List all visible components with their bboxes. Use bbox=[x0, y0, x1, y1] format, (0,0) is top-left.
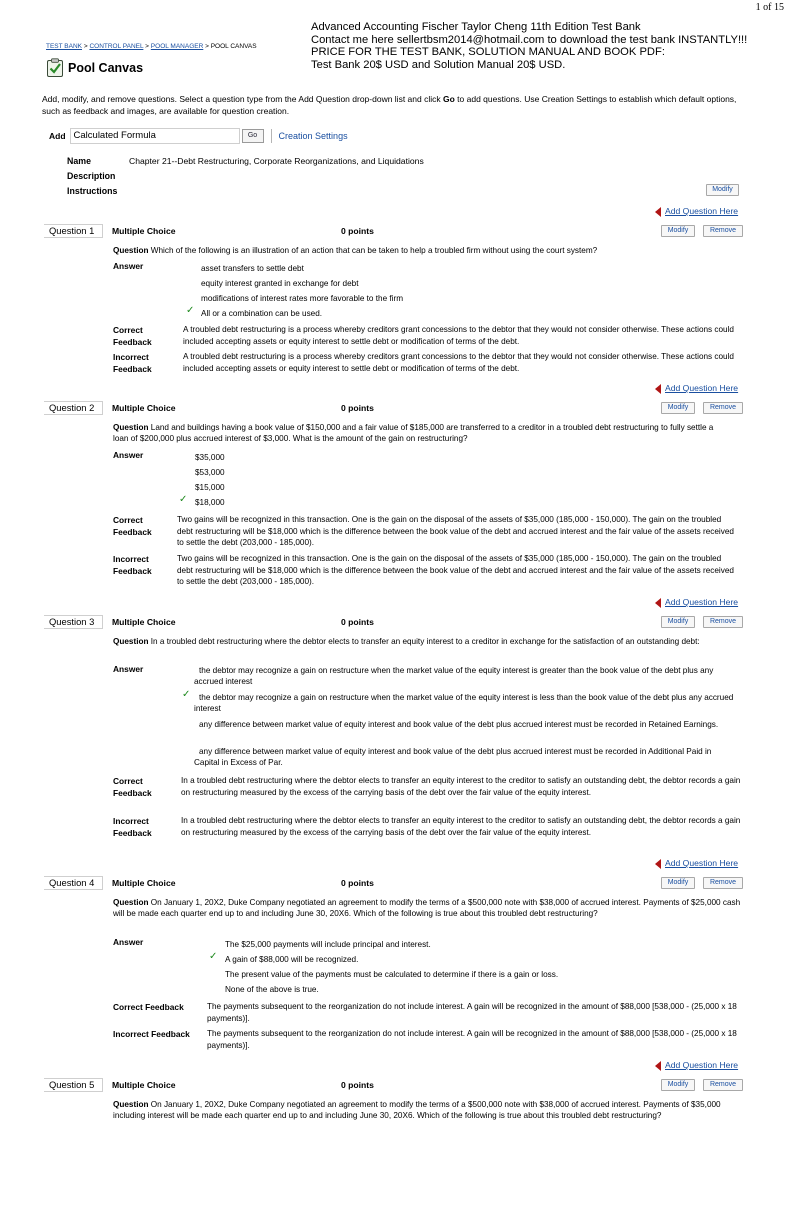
add-question-here-link[interactable]: Add Question Here bbox=[665, 206, 738, 216]
promo-text bbox=[311, 21, 747, 71]
correct-check-icon: ✓ bbox=[186, 305, 195, 316]
promo-line: Contact me here sellertbsm2014@hotmail.com to download the test bank INSTANTLY!!! bbox=[311, 33, 748, 46]
breadcrumb-pool-manager[interactable]: POOL MANAGER bbox=[150, 43, 204, 50]
add-question-here-link[interactable]: Add Question Here bbox=[665, 858, 738, 868]
answer-label: Answer bbox=[113, 261, 144, 271]
add-question-here-link[interactable]: Add Question Here bbox=[665, 1060, 738, 1070]
correct-check-icon: ✓ bbox=[209, 951, 218, 962]
correct-feedback-text: A troubled debt restructuring is a process whereby creditors grant concessions to the debtor that they would not consider otherwise. These actions could included accepting assets or equity interest to settle debt or modification of terms of the debt. bbox=[183, 325, 734, 346]
remove-question-button[interactable]: Remove bbox=[703, 877, 743, 889]
incorrect-feedback-label: Incorrect Feedback bbox=[113, 816, 152, 838]
breadcrumb-control-panel[interactable]: CONTROL PANEL bbox=[89, 43, 144, 50]
correct-feedback-text: Two gains will be recognized in this transaction. One is the gain on the disposal of the assets of $35,000 (185,000 - 150,000). The gain on the troubled debt restructuring will be $18,000 which is the difference between the book value of the debt and accrued interest and the fair value of the assets received to settle the debt (203,000 - 185,000). bbox=[177, 515, 734, 547]
question-number: Question 2 bbox=[44, 401, 103, 415]
promo-line: Test Bank 20$ USD and Solution Manual 20$ USD. bbox=[311, 58, 566, 71]
incorrect-feedback-text: The payments subsequent to the reorganization do not include interest. A gain will be recognized in the amount of $88,000 [538,000 - (25,000 x 18 payments)]. bbox=[207, 1029, 737, 1050]
remove-question-button[interactable]: Remove bbox=[703, 616, 743, 628]
modify-question-button[interactable]: Modify bbox=[661, 877, 695, 889]
modify-question-button[interactable]: Modify bbox=[661, 225, 695, 237]
modify-pool-button[interactable]: Modify bbox=[706, 184, 739, 196]
promo-line: PRICE FOR THE TEST BANK, SOLUTION MANUAL AND BOOK PDF: bbox=[311, 46, 665, 59]
correct-feedback-text: In a troubled debt restructuring where the debtor elects to transfer an equity interest to the creditor to satisfy an outstanding debt, the debtor records a gain on restructuring measured by the excess of the carrying basis of the debt over the fair value of the equity interest. bbox=[181, 776, 741, 797]
question-number: Question 4 bbox=[44, 876, 103, 890]
answer-option: All or a combination can be used. bbox=[201, 309, 323, 318]
question-points: 0 points bbox=[341, 1080, 374, 1090]
remove-question-button[interactable]: Remove bbox=[703, 1079, 743, 1091]
question-type-select[interactable]: Calculated Formula bbox=[70, 128, 240, 144]
answer-option: equity interest granted in exchange for debt bbox=[201, 279, 359, 288]
description-label: Description bbox=[67, 171, 116, 181]
incorrect-feedback-label: Incorrect Feedback bbox=[113, 352, 152, 374]
add-label: Add bbox=[49, 131, 66, 141]
creation-settings-link[interactable]: Creation Settings bbox=[278, 131, 348, 141]
answer-option: asset transfers to settle debt bbox=[201, 264, 304, 273]
correct-feedback-label: Correct Feedback bbox=[113, 515, 152, 537]
answer-option: any difference between market value of equity interest and book value of the debt plus accrued interest must be recorded in Retained Earnings. bbox=[199, 720, 719, 729]
question-text: Question On January 1, 20X2, Duke Company negotiated an agreement to modify the terms of a $500,000 note with $38,000 of accrued interest. Payments of $25,000 cash will be made each quarter end up to and including June 30, 20X6. Which of the following is true about this troubled debt restructuring? bbox=[113, 898, 741, 919]
clipboard-check-icon bbox=[46, 58, 64, 77]
answer-option: $15,000 bbox=[195, 483, 225, 492]
page-number: 1 of 15 bbox=[755, 2, 784, 13]
add-arrow-icon bbox=[655, 207, 661, 217]
answer-label: Answer bbox=[113, 937, 144, 947]
question-number: Question 1 bbox=[44, 224, 103, 238]
answer-option: The $25,000 payments will include principal and interest. bbox=[225, 940, 431, 949]
incorrect-feedback-text: Two gains will be recognized in this transaction. One is the gain on the disposal of the assets of $35,000 (185,000 - 150,000). The gain on the troubled debt restructuring will be $18,000 which is the difference between the book value of the debt and accrued interest and the fair value of the assets received to settle the debt (203,000 - 185,000). bbox=[177, 554, 734, 586]
answer-option: modifications of interest rates more favorable to the firm bbox=[201, 294, 404, 303]
answer-option: $53,000 bbox=[195, 468, 225, 477]
question-points: 0 points bbox=[341, 617, 374, 627]
question-text: Question Which of the following is an illustration of an action that can be taken to help a troubled firm without using the court system? bbox=[113, 246, 598, 255]
pool-name: Chapter 21--Debt Restructuring, Corporate Reorganizations, and Liquidations bbox=[129, 156, 424, 166]
breadcrumb-separator: > bbox=[203, 43, 211, 50]
incorrect-feedback-text: In a troubled debt restructuring where the debtor elects to transfer an equity interest to the creditor to satisfy an outstanding debt, the debtor records a gain on restructuring measured by the excess of the carrying basis of the debt over the fair value of the equity interest. bbox=[181, 816, 741, 837]
question-type: Multiple Choice bbox=[112, 226, 176, 236]
correct-feedback-label: Correct Feedback bbox=[113, 1002, 184, 1012]
breadcrumb-current: POOL CANVAS bbox=[210, 43, 257, 50]
question-text: Question Land and buildings having a book value of $150,000 and a fair value of $185,000 are transferred to a creditor in a troubled debt restructuring to fully settle a loan of $200,000 plus accrued interest of $3,000. What is the amount of the gain on restructuring? bbox=[113, 423, 714, 444]
page-title: Pool Canvas bbox=[68, 60, 144, 75]
remove-question-button[interactable]: Remove bbox=[703, 402, 743, 414]
correct-feedback-text: The payments subsequent to the reorganization do not include interest. A gain will be recognized in the amount of $88,000 [538,000 - (25,000 x 18 payments)]. bbox=[207, 1002, 737, 1023]
question-type: Multiple Choice bbox=[112, 1080, 176, 1090]
go-button[interactable]: Go bbox=[242, 129, 264, 143]
modify-question-button[interactable]: Modify bbox=[661, 616, 695, 628]
add-question-here-link[interactable]: Add Question Here bbox=[665, 383, 738, 393]
answer-option: The present value of the payments must be calculated to determine if there is a gain or loss. bbox=[225, 970, 559, 979]
breadcrumb bbox=[46, 43, 257, 50]
name-label: Name bbox=[67, 156, 91, 166]
question-text: Question On January 1, 20X2, Duke Company negotiated an agreement to modify the terms of a $500,000 note with $38,000 of accrued interest. Payments of $35,000 including interest will be made each quarter end up to and including June 30, 20X6. Which of the following is true about this troubled debt restructuring? bbox=[113, 1100, 721, 1121]
answer-option: the debtor may recognize a gain on restructure when the market value of the equity interest is greater than the book value of the debt plus any accrued interest bbox=[194, 666, 714, 687]
question-type: Multiple Choice bbox=[112, 403, 176, 413]
answer-option: $35,000 bbox=[195, 453, 225, 462]
correct-feedback-label: Correct Feedback bbox=[113, 776, 152, 798]
answer-label: Answer bbox=[113, 450, 144, 460]
modify-question-button[interactable]: Modify bbox=[661, 1079, 695, 1091]
answer-option: None of the above is true. bbox=[225, 985, 319, 994]
breadcrumb-separator: > bbox=[143, 43, 151, 50]
question-points: 0 points bbox=[341, 226, 374, 236]
page-header bbox=[46, 58, 143, 77]
answer-option: A gain of $88,000 will be recognized. bbox=[225, 955, 359, 964]
add-arrow-icon bbox=[655, 598, 661, 608]
toolbar-divider bbox=[271, 129, 272, 143]
correct-feedback-label: Correct Feedback bbox=[113, 325, 152, 347]
answer-option: the debtor may recognize a gain on restructure when the market value of the equity interest is less than the book value of the debt plus any accrued interest bbox=[194, 693, 734, 714]
breadcrumb-separator: > bbox=[82, 43, 90, 50]
instructions-label: Instructions bbox=[67, 186, 118, 196]
add-question-here-link[interactable]: Add Question Here bbox=[665, 597, 738, 607]
question-number: Question 3 bbox=[44, 615, 103, 629]
answer-label: Answer bbox=[113, 664, 144, 674]
correct-check-icon: ✓ bbox=[182, 689, 191, 700]
incorrect-feedback-label: Incorrect Feedback bbox=[113, 554, 152, 576]
remove-question-button[interactable]: Remove bbox=[703, 225, 743, 237]
modify-question-button[interactable]: Modify bbox=[661, 402, 695, 414]
promo-line: Advanced Accounting Fischer Taylor Cheng 11th Edition Test Bank bbox=[311, 21, 641, 33]
intro-text: Add, modify, and remove questions. Select a question type from the Add Question drop-down list and click Go to add questions. Use Creation Settings to establish which default options, such as feedback and images, are available for question creation. bbox=[42, 94, 737, 116]
question-type: Multiple Choice bbox=[112, 617, 176, 627]
question-text: Question In a troubled debt restructuring where the debtor elects to transfer an equity interest to a creditor in exchange for the satisfaction of an outstanding debt: bbox=[113, 637, 700, 646]
correct-check-icon: ✓ bbox=[179, 494, 188, 505]
question-type: Multiple Choice bbox=[112, 878, 176, 888]
question-points: 0 points bbox=[341, 403, 374, 413]
add-question-toolbar bbox=[49, 128, 348, 144]
add-arrow-icon bbox=[655, 384, 661, 394]
question-number: Question 5 bbox=[44, 1078, 103, 1092]
answer-option: any difference between market value of equity interest and book value of the debt plus accrued interest must be recorded in Additional Paid in Capital in Excess of Par. bbox=[194, 747, 712, 768]
question-points: 0 points bbox=[341, 878, 374, 888]
answer-option: $18,000 bbox=[195, 498, 225, 507]
incorrect-feedback-label: Incorrect Feedback bbox=[113, 1029, 190, 1039]
incorrect-feedback-text: A troubled debt restructuring is a process whereby creditors grant concessions to the debtor that they would not consider otherwise. These actions could included accepting assets or equity interest to settle debt or modification of terms of the debt. bbox=[183, 352, 734, 373]
add-arrow-icon bbox=[655, 859, 661, 869]
add-arrow-icon bbox=[655, 1061, 661, 1071]
breadcrumb-test-bank[interactable]: TEST BANK bbox=[46, 43, 83, 50]
